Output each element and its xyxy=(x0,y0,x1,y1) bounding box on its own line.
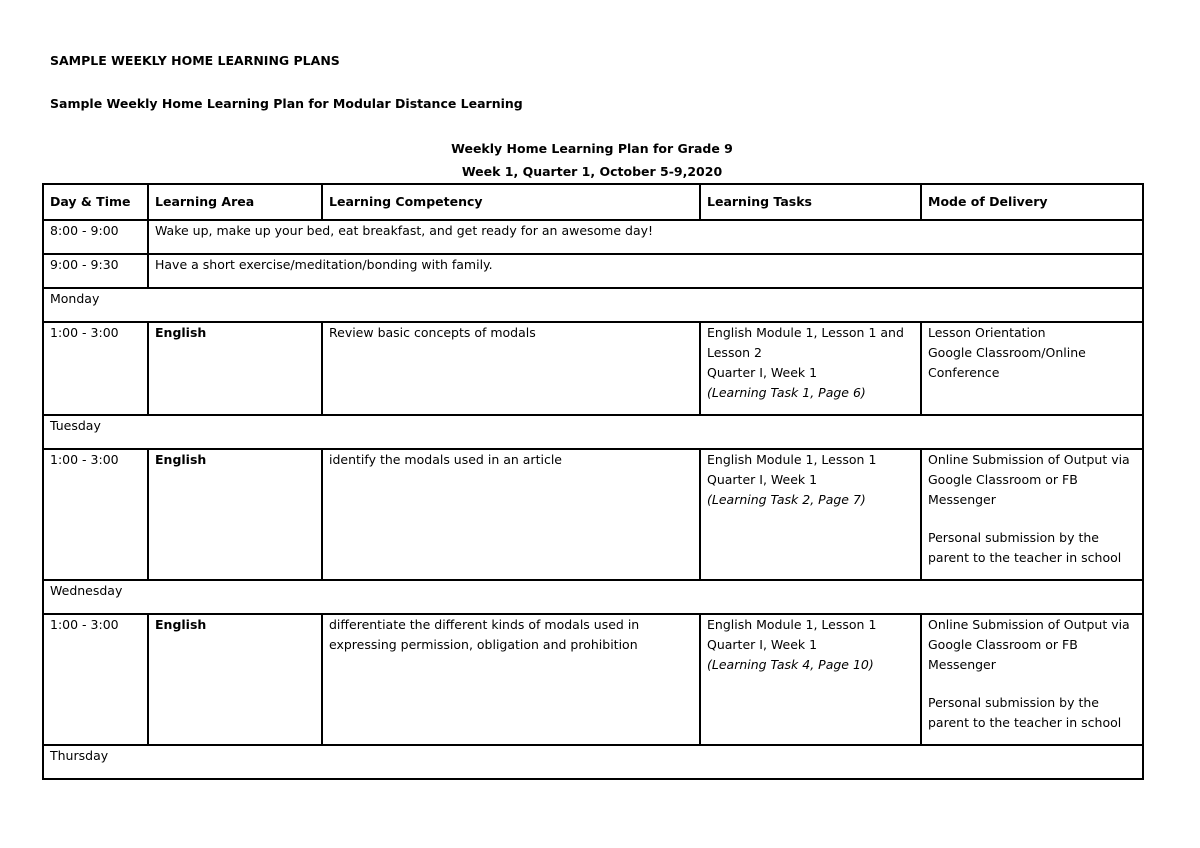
entry-learning-area: English xyxy=(148,614,322,745)
table-row xyxy=(43,322,1143,415)
competency-line: differentiate the different kinds of modals used in xyxy=(329,617,640,632)
day-label: Tuesday xyxy=(43,415,1143,449)
delivery-line: Lesson Orientation xyxy=(928,325,1046,340)
delivery-line: Online Submission of Output via xyxy=(928,617,1130,632)
routine-time: 9:00 - 9:30 xyxy=(43,254,148,288)
table-row xyxy=(43,220,1143,254)
column-header-learning-area: Learning Area xyxy=(148,184,322,220)
competency-line: expressing permission, obligation and prohibition xyxy=(329,637,638,652)
routine-text: Wake up, make up your bed, eat breakfast, and get ready for an awesome day! xyxy=(148,220,1143,254)
day-label: Monday xyxy=(43,288,1143,322)
delivery-line: Personal submission by the xyxy=(928,695,1099,710)
delivery-line: Personal submission by the xyxy=(928,530,1099,545)
task-line: Lesson 2 xyxy=(707,345,762,360)
delivery-line: parent to the teacher in school xyxy=(928,715,1122,730)
delivery-line: parent to the teacher in school xyxy=(928,550,1122,565)
day-row-wednesday xyxy=(43,580,1143,614)
column-header-learning-competency: Learning Competency xyxy=(322,184,700,220)
table-header-row xyxy=(43,184,1143,220)
document-heading: SAMPLE WEEKLY HOME LEARNING PLANS xyxy=(50,53,340,68)
task-line: Quarter I, Week 1 xyxy=(707,365,818,380)
day-row-tuesday xyxy=(43,415,1143,449)
entry-tasks xyxy=(700,322,921,415)
day-row-monday xyxy=(43,288,1143,322)
delivery-line: Online Submission of Output via xyxy=(928,452,1130,467)
entry-learning-area: English xyxy=(148,322,322,415)
entry-competency: identify the modals used in an article xyxy=(322,449,700,580)
entry-delivery xyxy=(921,614,1143,745)
entry-competency: Review basic concepts of modals xyxy=(322,322,700,415)
document-subheading: Sample Weekly Home Learning Plan for Modular Distance Learning xyxy=(50,96,523,111)
day-row-thursday xyxy=(43,745,1143,779)
delivery-line: Messenger xyxy=(928,657,996,672)
task-reference: (Learning Task 2, Page 7) xyxy=(707,492,866,507)
column-header-mode-of-delivery: Mode of Delivery xyxy=(921,184,1143,220)
delivery-line: Messenger xyxy=(928,492,996,507)
entry-time: 1:00 - 3:00 xyxy=(43,614,148,745)
day-label: Thursday xyxy=(43,745,1143,779)
delivery-spacer xyxy=(928,510,1136,528)
entry-tasks xyxy=(700,614,921,745)
delivery-line: Google Classroom/Online xyxy=(928,345,1086,360)
task-line: Quarter I, Week 1 xyxy=(707,472,818,487)
routine-time: 8:00 - 9:00 xyxy=(43,220,148,254)
delivery-line: Google Classroom or FB xyxy=(928,637,1078,652)
delivery-line: Conference xyxy=(928,365,1000,380)
learning-plan-table xyxy=(42,183,1144,780)
task-line: Quarter I, Week 1 xyxy=(707,637,818,652)
delivery-spacer xyxy=(928,675,1136,693)
routine-text: Have a short exercise/meditation/bonding with family. xyxy=(148,254,1143,288)
plan-week-line: Week 1, Quarter 1, October 5-9,2020 xyxy=(461,164,723,179)
entry-tasks xyxy=(700,449,921,580)
table-row xyxy=(43,614,1143,745)
entry-delivery xyxy=(921,449,1143,580)
table-row xyxy=(43,449,1143,580)
task-reference: (Learning Task 4, Page 10) xyxy=(707,657,874,672)
task-line: English Module 1, Lesson 1 and xyxy=(707,325,904,340)
entry-delivery xyxy=(921,322,1143,415)
task-line: English Module 1, Lesson 1 xyxy=(707,617,877,632)
entry-time: 1:00 - 3:00 xyxy=(43,449,148,580)
column-header-day-time: Day & Time xyxy=(43,184,148,220)
plan-title: Weekly Home Learning Plan for Grade 9 xyxy=(451,141,733,156)
column-header-learning-tasks: Learning Tasks xyxy=(700,184,921,220)
entry-competency xyxy=(322,614,700,745)
table-row xyxy=(43,254,1143,288)
task-line: English Module 1, Lesson 1 xyxy=(707,452,877,467)
day-label: Wednesday xyxy=(43,580,1143,614)
entry-time: 1:00 - 3:00 xyxy=(43,322,148,415)
entry-learning-area: English xyxy=(148,449,322,580)
delivery-line: Google Classroom or FB xyxy=(928,472,1078,487)
task-reference: (Learning Task 1, Page 6) xyxy=(707,385,866,400)
